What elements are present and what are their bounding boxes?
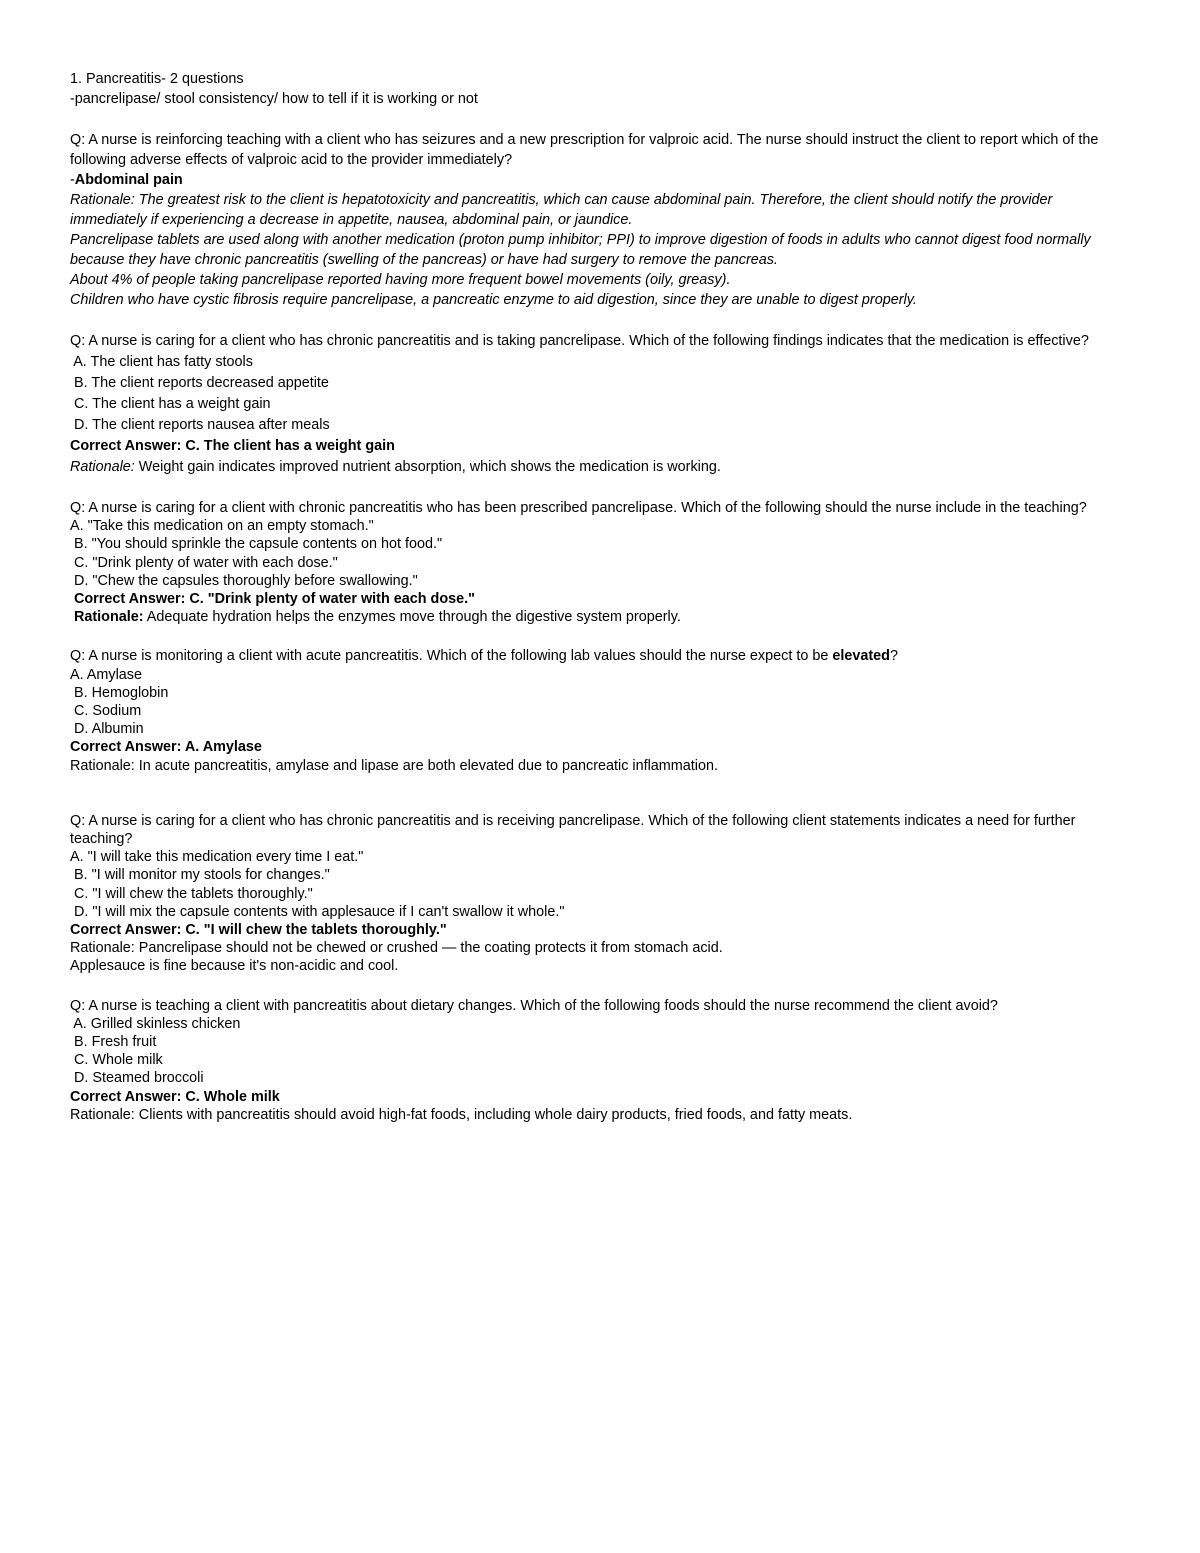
rationale-text: Weight gain indicates improved nutrient absorption, which shows the medication is working.: [134, 459, 721, 475]
question-1: [70, 130, 1130, 310]
answer-option: C. Whole milk: [70, 1052, 163, 1069]
correct-answer: Correct Answer: A. Amylase: [70, 739, 262, 756]
answer-prefix: -: [70, 172, 75, 188]
correct-answer: Correct Answer: C. "Drink plenty of water with each dose.": [70, 591, 475, 608]
answer-option: B. "You should sprinkle the capsule contents on hot food.": [70, 536, 443, 553]
answer-option: A. "I will take this medication every time I eat.": [70, 849, 364, 866]
rationale-text: Pancrelipase tablets are used along with another medication (proton pump inhibitor; PPI) to improve digestion of foods in adults who cannot digest food normally because they have chronic pancreatitis (swelling of the pancreas) or have had surgery to remove the pancreas.: [70, 232, 1091, 268]
rationale-text: Applesauce is fine because it's non-acidic and cool.: [70, 958, 399, 975]
section-title: 1. Pancreatitis- 2 questions: [70, 71, 244, 87]
question-text: Q: A nurse is caring for a client with chronic pancreatitis who has been prescribed pancrelipase. Which of the following should the nurse include in the teaching?: [70, 500, 1087, 516]
answer-option: C. "I will chew the tablets thoroughly.": [70, 885, 313, 902]
answer-option: B. The client reports decreased appetite: [70, 375, 329, 391]
question-6: [70, 997, 1130, 1124]
answer-option: D. "I will mix the capsule contents with applesauce if I can't swallow it whole.": [70, 903, 565, 920]
answer-option: D. The client reports nausea after meals: [70, 417, 330, 433]
rationale-line: [70, 457, 1130, 478]
question-3: [70, 499, 1130, 626]
answer-option: A. Grilled skinless chicken: [70, 1015, 241, 1032]
answer-line: [70, 170, 1130, 190]
rationale-text: About 4% of people taking pancrelipase reported having more frequent bowel movements (oily, greasy).: [70, 272, 731, 288]
rationale-text: Rationale: In acute pancreatitis, amylase and lipase are both elevated due to pancreatic inflammation.: [70, 757, 718, 774]
answer-option: B. Fresh fruit: [70, 1034, 157, 1051]
question-text: Q: A nurse is caring for a client who has chronic pancreatitis and is taking pancrelipase. Which of the following findings indicates that the medication is effective?: [70, 333, 1089, 349]
question-4: [70, 647, 1130, 774]
question-text-after: ?: [889, 648, 898, 665]
rationale-line: [70, 608, 1130, 626]
answer-option: C. The client has a weight gain: [70, 396, 271, 412]
section-header: [70, 69, 1130, 109]
document-page: [70, 69, 1130, 1124]
answer-option: C. Sodium: [70, 703, 142, 720]
answer-option: C. "Drink plenty of water with each dose.": [70, 554, 338, 571]
rationale-label: Rationale:: [70, 609, 144, 626]
answer-option: A. Amylase: [70, 666, 142, 683]
question-text-before: Q: A nurse is monitoring a client with acute pancreatitis. Which of the following lab values should the nurse expect to be: [70, 648, 833, 665]
question-text: Q: A nurse is caring for a client who has chronic pancreatitis and is receiving pancrelipase. Which of the following client statements indicates a need for further teaching?: [70, 812, 1076, 848]
answer-option: D. Steamed broccoli: [70, 1070, 204, 1087]
correct-answer: Correct Answer: C. "I will chew the tablets thoroughly.": [70, 922, 447, 939]
rationale-text: Rationale: Clients with pancreatitis should avoid high-fat foods, including whole dairy products, fried foods, and fatty meats.: [70, 1106, 853, 1123]
question-text-emphasis: elevated: [832, 648, 890, 665]
question-5: [70, 812, 1130, 976]
answer-option: D. Albumin: [70, 721, 144, 738]
rationale-text: Adequate hydration helps the enzymes move through the digestive system properly.: [143, 609, 681, 626]
answer-option: B. "I will monitor my stools for changes.": [70, 867, 330, 884]
correct-answer: Correct Answer: C. The client has a weight gain: [70, 438, 395, 454]
answer-option: B. Hemoglobin: [70, 684, 169, 701]
answer-text: Abdominal pain: [74, 172, 183, 188]
rationale-text: Children who have cystic fibrosis require pancrelipase, a pancreatic enzyme to aid digestion, since they are unable to digest properly.: [70, 292, 917, 308]
question-text: Q: A nurse is reinforcing teaching with a client who has seizures and a new prescription for valproic acid. The nurse should instruct the client to report which of the following adverse effects of valproic acid to the provider immediately?: [70, 132, 1099, 168]
question-2: [70, 331, 1130, 478]
answer-option: A. "Take this medication on an empty stomach.": [70, 518, 374, 535]
rationale-text: Rationale: The greatest risk to the client is hepatotoxicity and pancreatitis, which can cause abdominal pain. Therefore, the client should notify the provider immediately if experiencing a decrease in appetite, nausea, abdominal pain, or jaundice.: [70, 192, 1053, 228]
correct-answer: Correct Answer: C. Whole milk: [70, 1088, 280, 1105]
question-text: [70, 647, 1130, 665]
section-subtitle: -pancrelipase/ stool consistency/ how to tell if it is working or not: [70, 91, 478, 107]
answer-option: A. The client has fatty stools: [70, 354, 253, 370]
rationale-text: Rationale: Pancrelipase should not be chewed or crushed — the coating protects it from stomach acid.: [70, 940, 723, 957]
question-text: Q: A nurse is teaching a client with pancreatitis about dietary changes. Which of the following foods should the nurse recommend the client avoid?: [70, 997, 998, 1014]
answer-option: D. "Chew the capsules thoroughly before swallowing.": [70, 572, 418, 589]
rationale-label: Rationale:: [70, 459, 135, 475]
